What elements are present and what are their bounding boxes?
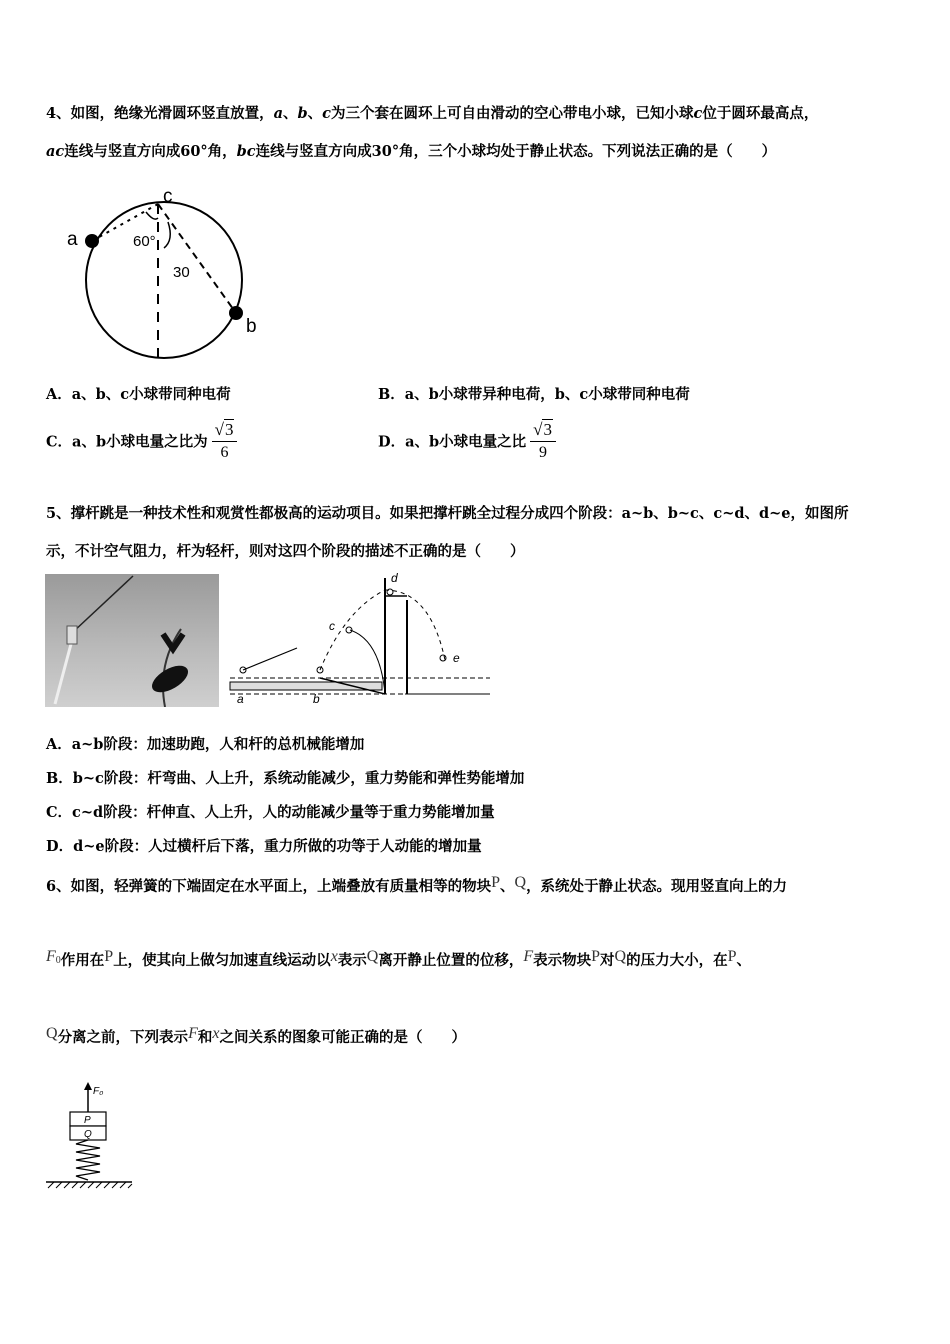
pole-vault-photo: [45, 574, 219, 707]
bar-holder: [67, 626, 77, 644]
q5-stem-line1: 5、撑杆跳是一种技术性和观赏性都极高的运动项目。如果把撑杆跳全过程分成四个阶段：a~b、b~c、c~d、d~e，如图所: [46, 505, 849, 522]
athlete-e: [440, 655, 446, 661]
runway: [230, 682, 382, 690]
pole-vault-diagram: [225, 570, 495, 710]
trajectory-fall: [385, 590, 445, 660]
q6-stem-line2: $F_0$作用在P上，使其向上做匀加速直线运动以x表示Q离开静止位置的位移，F表示物块P对Q的压力大小，在P、: [46, 948, 752, 969]
label-a: a: [237, 692, 244, 706]
fraction-c: $\frac{√3}{6}$: [212, 420, 238, 462]
line-bc: [158, 204, 236, 313]
q4-option-d[interactable]: D．a、b小球电量之比 $\frac{√3}{9}$: [378, 420, 556, 462]
angle-60-label: 60°: [133, 233, 156, 250]
q6-stem-line1: 6、如图，轻弹簧的下端固定在水平面上，上端叠放有质量相等的物块P、Q，系统处于静止状态。现用竖直向上的力: [46, 874, 788, 895]
spring: [76, 1140, 100, 1180]
q6-stem-line3: Q分离之前，下列表示F和x之间关系的图象可能正确的是（ ）: [46, 1025, 466, 1046]
pole-vault-photo-drawing: [45, 574, 219, 707]
label-b: b: [246, 316, 257, 337]
q4-ring-figure: [60, 182, 280, 362]
q5-stem-line2: 示，不计空气阻力，杆为轻杆，则对这四个阶段的描述不正确的是（ ）: [46, 543, 525, 560]
q5-option-c[interactable]: C．c~d阶段：杆伸直、人上升，人的动能减少量等于重力势能增加量: [46, 804, 495, 821]
label-q: Q: [84, 1129, 92, 1140]
label-c: c: [329, 619, 335, 633]
label-b: b: [313, 692, 320, 706]
angle-30-label: 30: [173, 264, 190, 281]
angle-60-arc: [146, 212, 158, 219]
q5-option-d[interactable]: D．d~e阶段：人过横杆后下落，重力所做的功等于人动能的增加量: [46, 838, 482, 855]
force-arrow-head: [84, 1082, 92, 1090]
q4-option-b[interactable]: B．a、b小球带异种电荷，b、c小球带同种电荷: [378, 386, 690, 403]
ring: [86, 202, 242, 358]
ball-b: [229, 306, 243, 320]
q4-option-a[interactable]: A．a、b、c小球带同种电荷: [46, 386, 231, 403]
ball-a: [85, 234, 99, 248]
angle-30-arc: [164, 222, 170, 248]
label-e: e: [453, 651, 460, 665]
crossbar: [73, 576, 133, 632]
vaulter-body: [148, 660, 193, 697]
label-c: c: [163, 186, 173, 207]
label-f0: F₀: [93, 1086, 104, 1097]
q4-option-c[interactable]: C．a、b小球电量之比为 $\frac{√3}{6}$: [46, 420, 237, 462]
q5-option-b[interactable]: B．b~c阶段：杆弯曲、人上升，系统动能减少，重力势能和弹性势能增加: [46, 770, 525, 787]
fraction-d: $\frac{√3}{9}$: [530, 420, 556, 462]
floor-hatch: [48, 1182, 132, 1188]
athlete-d: [387, 589, 393, 595]
q4-stem-line1: 4、如图，绝缘光滑圆环竖直放置，a、b、c为三个套在圆环上可自由滑动的空心带电小球，已知小球c位于圆环最高点，: [46, 105, 819, 122]
pole-a: [243, 648, 297, 670]
q5-option-a[interactable]: A．a~b阶段：加速助跑，人和杆的总机械能增加: [46, 736, 365, 753]
label-d: d: [391, 571, 398, 585]
label-p: P: [84, 1115, 91, 1126]
q4-stem-line2: ac连线与竖直方向成60°角，bc连线与竖直方向成30°角，三个小球均处于静止状态。下列说法正确的是（ ）: [46, 143, 777, 160]
spring-figure: [44, 1080, 139, 1190]
label-a: a: [67, 229, 78, 250]
